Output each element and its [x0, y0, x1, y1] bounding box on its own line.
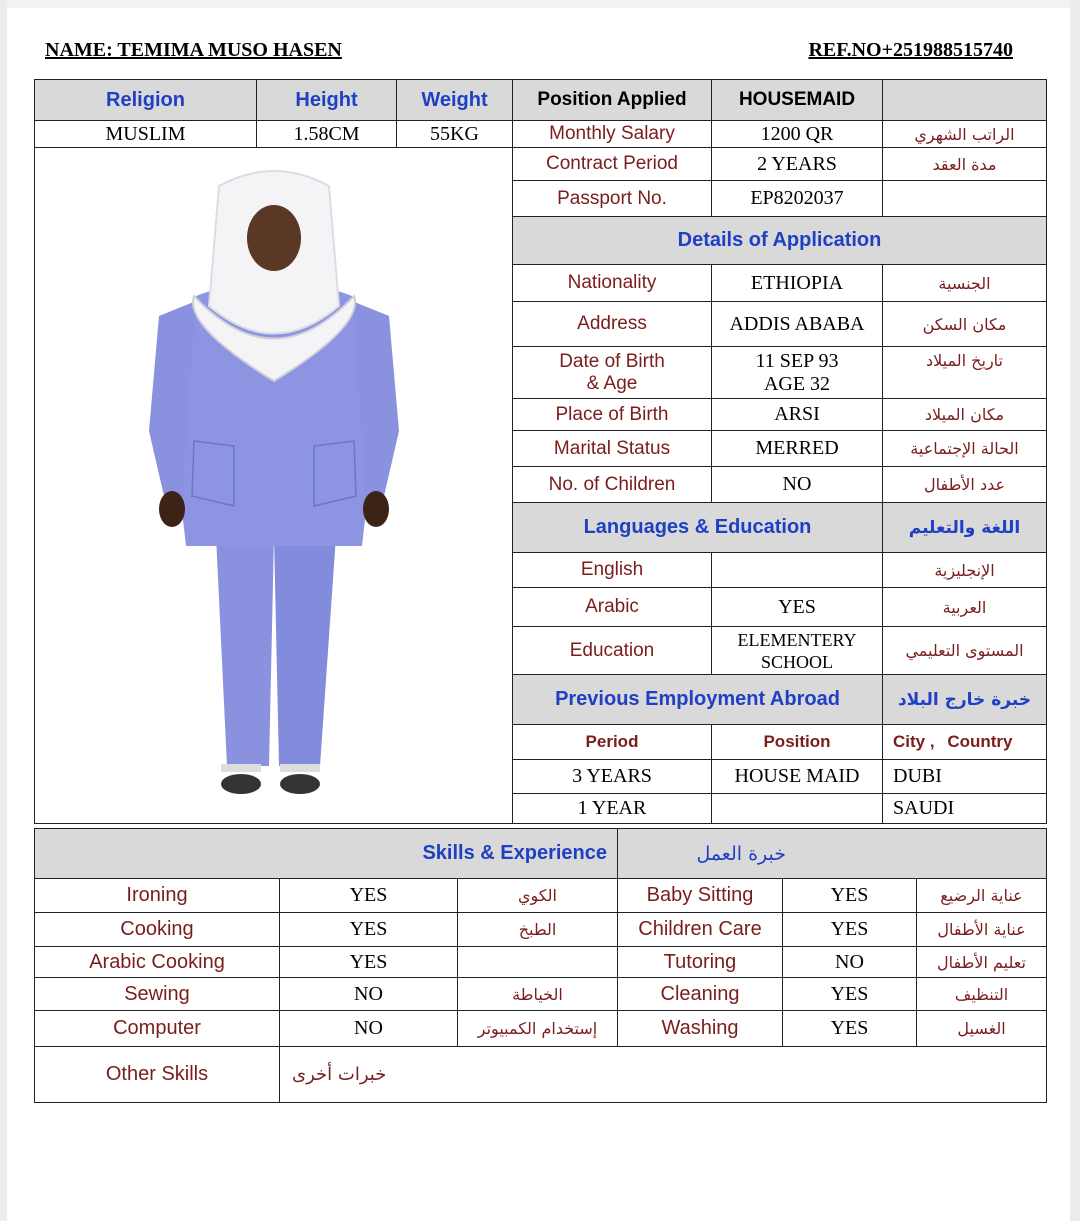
candidate-name: NAME: TEMIMA MUSO HASEN: [45, 39, 342, 61]
skill-ironing-value: YES: [280, 879, 458, 913]
position-applied-arabic: [883, 80, 1047, 121]
employment-col-city-country: [883, 725, 1047, 760]
place-of-birth-value: ARSI: [712, 399, 883, 431]
place-of-birth-label: Place of Birth: [513, 399, 712, 431]
skill-washing-value: YES: [783, 1011, 917, 1047]
skill-ironing-label: Ironing: [35, 879, 280, 913]
skill-childrencare-arabic: عناية الأطفال: [917, 913, 1047, 947]
education-label: Education: [513, 627, 712, 675]
age-value: AGE 32: [763, 372, 831, 395]
employment-col-separator: ,: [929, 732, 935, 751]
height-header: Height: [257, 80, 397, 121]
skills-table: [34, 828, 1047, 1103]
candidate-photo: [35, 148, 513, 824]
nationality-label: Nationality: [513, 265, 712, 302]
skill-sewing-label: Sewing: [35, 978, 280, 1011]
page-edge-right: [1070, 0, 1080, 1221]
skills-section-title: Skills & Experience: [35, 829, 618, 879]
languages-section-title: Languages & Education: [513, 503, 883, 553]
skill-sewing-value: NO: [280, 978, 458, 1011]
other-skills-arabic: خبرات أخرى: [280, 1047, 1047, 1103]
passport-value: EP8202037: [712, 181, 883, 217]
skill-computer-value: NO: [280, 1011, 458, 1047]
nationality-value: ETHIOPIA: [712, 265, 883, 302]
salary-arabic: الراتب الشهري: [883, 121, 1047, 148]
skills-section-arabic: خبرة العمل: [618, 829, 1047, 879]
employment-col-position: Position: [712, 725, 883, 760]
page-edge-left: [0, 0, 7, 1221]
education-value-line2: SCHOOL: [760, 651, 833, 672]
application-table: [34, 79, 1047, 824]
dob-value: 11 SEP 93: [755, 349, 839, 372]
position-applied-label: Position Applied: [513, 80, 712, 121]
skill-arabiccooking-arabic: [458, 947, 618, 978]
education-value-line1: ELEMENTERY: [737, 629, 857, 650]
skill-tutoring-value: NO: [783, 947, 917, 978]
employment-section-title: Previous Employment Abroad: [513, 675, 883, 725]
skill-cooking-arabic: الطبخ: [458, 913, 618, 947]
religion-header: Religion: [35, 80, 257, 121]
reference-number: REF.NO+251988515740: [808, 39, 1013, 61]
date-of-birth-value: [712, 347, 883, 399]
skill-babysitting-value: YES: [783, 879, 917, 913]
contract-label: Contract Period: [513, 148, 712, 181]
skill-cleaning-label: Cleaning: [618, 978, 783, 1011]
religion-value: MUSLIM: [35, 121, 257, 148]
employment-row-1-period: 3 YEARS: [513, 760, 712, 794]
marital-status-arabic: الحالة الإجتماعية: [883, 431, 1047, 467]
passport-arabic: [883, 181, 1047, 217]
skill-computer-label: Computer: [35, 1011, 280, 1047]
employment-row-1-country: DUBI: [883, 760, 1047, 794]
skill-cleaning-arabic: التنظيف: [917, 978, 1047, 1011]
dob-label-line2: & Age: [586, 372, 638, 394]
employment-row-2-position: [712, 794, 883, 824]
salary-value: 1200 QR: [712, 121, 883, 148]
dob-label-line1: Date of Birth: [559, 350, 665, 372]
page-edge-top: [0, 0, 1080, 8]
skill-childrencare-label: Children Care: [618, 913, 783, 947]
skill-computer-arabic: إستخدام الكمبيوتر: [458, 1011, 618, 1047]
employment-col-period: Period: [513, 725, 712, 760]
skill-babysitting-arabic: عناية الرضيع: [917, 879, 1047, 913]
children-label: No. of Children: [513, 467, 712, 503]
skill-cooking-value: YES: [280, 913, 458, 947]
other-skills-label: Other Skills: [35, 1047, 280, 1103]
nationality-arabic: الجنسية: [883, 265, 1047, 302]
employment-row-1-position: HOUSE MAID: [712, 760, 883, 794]
position-applied-value: HOUSEMAID: [712, 80, 883, 121]
marital-status-value: MERRED: [712, 431, 883, 467]
date-of-birth-label: [513, 347, 712, 399]
skill-tutoring-label: Tutoring: [618, 947, 783, 978]
arabic-label: Arabic: [513, 588, 712, 627]
employment-row-2-country: SAUDI: [883, 794, 1047, 824]
skill-ironing-arabic: الكوي: [458, 879, 618, 913]
skill-tutoring-arabic: تعليم الأطفال: [917, 947, 1047, 978]
skill-sewing-arabic: الخياطة: [458, 978, 618, 1011]
employment-col-country: Country: [947, 732, 1013, 751]
employment-row-2-period: 1 YEAR: [513, 794, 712, 824]
weight-header: Weight: [397, 80, 513, 121]
address-label: Address: [513, 302, 712, 347]
marital-status-label: Marital Status: [513, 431, 712, 467]
contract-value: 2 YEARS: [712, 148, 883, 181]
skill-cleaning-value: YES: [783, 978, 917, 1011]
skill-arabiccooking-value: YES: [280, 947, 458, 978]
skill-washing-arabic: الغسيل: [917, 1011, 1047, 1047]
contract-arabic: مدة العقد: [883, 148, 1047, 181]
employment-col-city: City: [893, 732, 926, 751]
address-arabic: مكان السكن: [883, 302, 1047, 347]
english-arabic: الإنجليزية: [883, 553, 1047, 588]
skill-cooking-label: Cooking: [35, 913, 280, 947]
passport-label: Passport No.: [513, 181, 712, 217]
details-section-title: Details of Application: [513, 217, 1047, 265]
place-of-birth-arabic: مكان الميلاد: [883, 399, 1047, 431]
employment-section-arabic: خبرة خارج البلاد: [883, 675, 1047, 725]
arabic-arabic: العربية: [883, 588, 1047, 627]
education-arabic: المستوى التعليمي: [883, 627, 1047, 675]
education-value: [712, 627, 883, 675]
skill-childrencare-value: YES: [783, 913, 917, 947]
date-of-birth-arabic: تاريخ الميلاد: [883, 347, 1047, 399]
children-value: NO: [712, 467, 883, 503]
skill-washing-label: Washing: [618, 1011, 783, 1047]
candidate-figure-image: [124, 166, 424, 806]
languages-section-arabic: اللغة والتعليم: [883, 503, 1047, 553]
english-label: English: [513, 553, 712, 588]
address-value: ADDIS ABABA: [712, 302, 883, 347]
english-value: [712, 553, 883, 588]
children-arabic: عدد الأطفال: [883, 467, 1047, 503]
arabic-value: YES: [712, 588, 883, 627]
salary-label: Monthly Salary: [513, 121, 712, 148]
skill-arabiccooking-label: Arabic Cooking: [35, 947, 280, 978]
skill-babysitting-label: Baby Sitting: [618, 879, 783, 913]
height-value: 1.58CM: [257, 121, 397, 148]
weight-value: 55KG: [397, 121, 513, 148]
